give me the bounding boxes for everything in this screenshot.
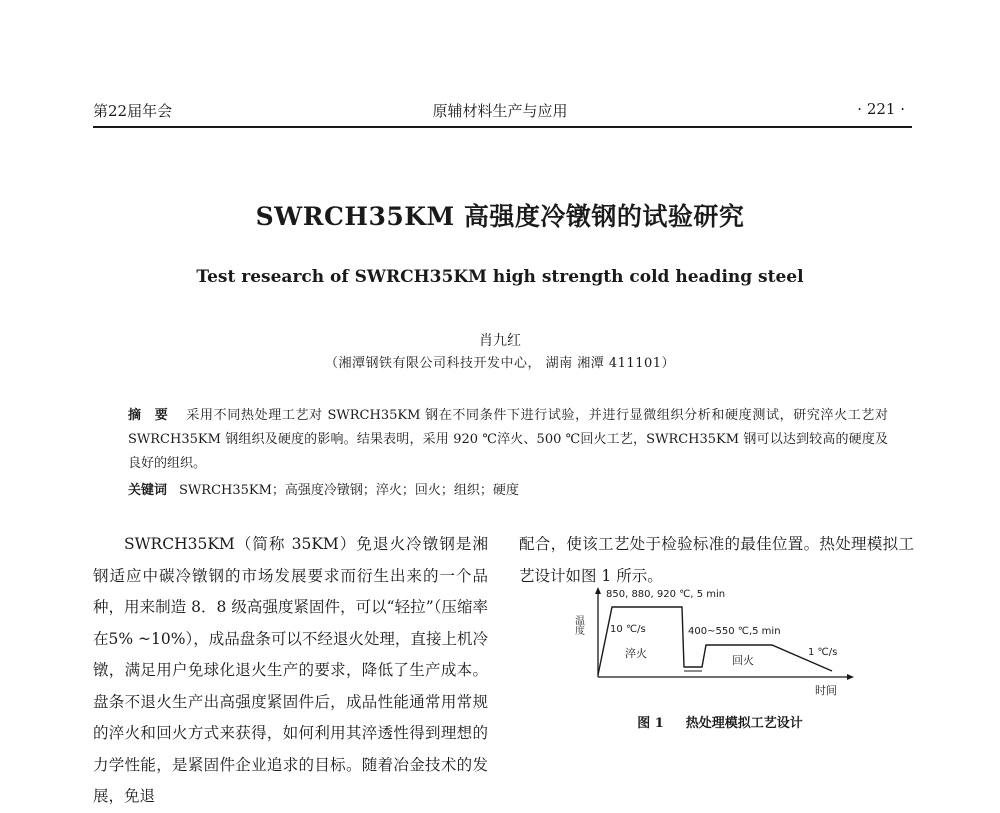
abstract — [128, 404, 888, 476]
label-heating-rate: 10 ℃/s — [610, 624, 646, 635]
label-quench: 淬火 — [625, 647, 647, 660]
body-text-left-column: SWRCH35KM（简称 35KM）免退火冷镦钢是湘钢适应中碳冷镦钢的市场发展要求而衍生出来的一个品种，用来制造 8．8 级高强度紧固件，可以“轻拉”（压缩率在5% ~10%），成品盘条可以不经退火处理，直接上机冷镦，满足用户免球化退火生产的要求，降低了生产成本。盘条不退火生产出高强度紧固件后，成品性能通常用常规的淬火和回火方式来获得，如何利用其淬透性得到理想的力学性能，是紧固件企业追求的目标。随着冶金技术的发展，免退 — [93, 535, 488, 805]
figure-caption — [520, 712, 920, 731]
label-temper: 回火 — [732, 654, 754, 667]
header-rule — [93, 126, 912, 128]
x-axis-label: 时间 — [815, 684, 837, 697]
x-axis-arrow — [847, 674, 854, 680]
label-temper-temperature: 400~550 ℃,5 min — [688, 626, 781, 637]
author-affiliation: （湘潭钢铁有限公司科技开发中心， 湖南 湘潭 411101） — [324, 356, 676, 371]
keywords — [128, 479, 888, 498]
running-header-title: 原辅材料生产与应用 — [432, 102, 568, 120]
body-text-right-column: 配合，使该工艺处于检验标准的最佳位置。热处理模拟工艺设计如图 1 所示。 — [519, 535, 914, 585]
label-cooling-rate: 1 ℃/s — [808, 647, 838, 658]
process-curve — [598, 607, 832, 675]
paper-title-english: Test research of SWRCH35KM high strength cold heading steel — [196, 267, 804, 287]
paper-title-chinese: SWRCH35KM 高强度冷镦钢的试验研究 — [255, 202, 745, 231]
abstract-text: 采用不同热处理工艺对 SWRCH35KM 钢在不同条件下进行试验，并进行显微组织分析和硬度测试，研究淬火工艺对 SWRCH35KM 钢组织及硬度的影响。结果表明，采用 920 ℃淬火、500 ℃回火工艺，SWRCH35KM 钢可以达到较高的硬度及良好的组织。 — [128, 408, 888, 471]
y-axis-arrow — [595, 587, 601, 594]
y-axis-label: 温度 — [572, 615, 584, 635]
running-header-left: 第22届年会 — [93, 102, 173, 120]
author-name: 肖九红 — [479, 333, 521, 349]
figure-caption-text: 热处理模拟工艺设计 — [685, 716, 803, 731]
page-number: · 221 · — [857, 100, 905, 118]
figure-caption-number: 图 1 — [637, 716, 664, 731]
abstract-label: 摘 要 — [128, 408, 173, 423]
figure-heat-treatment-process — [570, 585, 860, 700]
keywords-text: SWRCH35KM；高强度冷镦钢；淬火；回火；组织；硬度 — [179, 483, 519, 498]
keywords-label: 关键词 — [128, 483, 168, 498]
label-quench-temperature: 850, 880, 920 ℃, 5 min — [606, 589, 726, 600]
